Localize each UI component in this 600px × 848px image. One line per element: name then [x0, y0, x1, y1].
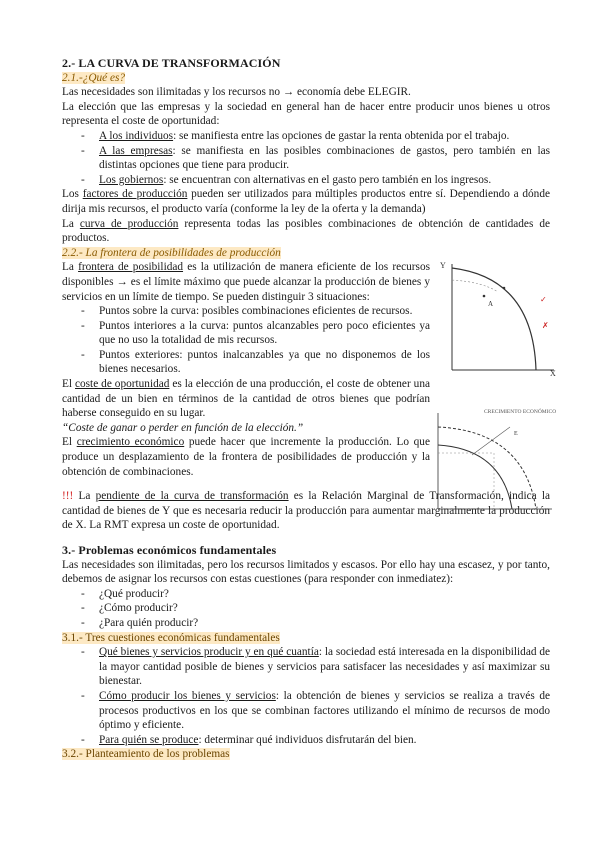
list-item-text: : se encuentran con alternativas en el gasto pero también en los ingresos. [163, 173, 492, 186]
list-item [99, 689, 550, 733]
subsection-2-1: 2.1.-¿Qué es? [62, 71, 126, 84]
frontier-block [62, 260, 556, 479]
paragraph: Las necesidades son ilimitadas y los recursos no → economía debe ELEGIR. [62, 86, 411, 99]
section-2-title: 2.- LA CURVA DE TRANSFORMACIÓN [62, 56, 281, 70]
list-agents [62, 129, 550, 187]
term: pendiente de la curva de transformación [95, 490, 289, 503]
x-label: X [550, 369, 556, 377]
dashed-line [452, 280, 498, 292]
list-item: - Puntos sobre la curva: posibles combinaciones eficientes de recursos. [99, 304, 430, 319]
text: La [62, 217, 80, 230]
list-item: - ¿Para quién producir? [99, 616, 550, 631]
text: Los [62, 188, 83, 201]
red-mark: ✓ [540, 295, 547, 305]
text: El [62, 436, 77, 449]
list-item [99, 733, 550, 748]
paragraph [62, 187, 550, 216]
paragraph: Las necesidades son ilimitadas, pero los recursos limitados y escasos. Por ello hay una escasez, y por tanto, debemos de asignar los recursos con estas cuestiones (para responder con inmediatez): [62, 558, 550, 586]
interior-point [483, 295, 486, 298]
list-item [99, 173, 550, 188]
list-item [99, 129, 550, 144]
y-label: Y [440, 261, 446, 271]
list-questions [62, 587, 550, 631]
curve-shifted [438, 427, 536, 509]
list-item: - ¿Qué producir? [99, 587, 550, 602]
curve-point [503, 287, 506, 290]
red-mark: ✗ [542, 321, 549, 331]
section-3-title: 3.- Problemas económicos fundamentales [62, 543, 277, 557]
term: crecimiento económico [76, 436, 185, 449]
list-item-text: : se manifiesta en las posibles combinaciones de gastos, pero también en las distintas opciones que tiene para producir. [99, 144, 550, 172]
term: coste de oportunidad [75, 378, 170, 391]
text: El [62, 378, 75, 391]
list-item-text: : la sociedad está interesada en la disponibilidad de la mayor cantidad posible de bienes y servicios para satisfacer las necesidades y así maximizar su bienestar. [99, 646, 550, 688]
paragraph [62, 377, 430, 421]
frontier-curve [452, 268, 536, 370]
subsection-3-2: 3.2.- Planteamiento de los problemas [62, 748, 230, 761]
curve-initial [438, 445, 512, 509]
term: frontera de posibilidad [78, 261, 184, 274]
term: factores de producción [82, 188, 188, 201]
list-item-text: : se manifiesta entre las opciones de gastar la renta obtenida por el trabajo. [173, 129, 510, 142]
diagram-title: CRECIMIENTO ECONÓMICO [484, 409, 556, 416]
paragraph [62, 260, 430, 304]
text: es la utilización de manera eficiente de los recursos disponibles → es el límite máximo que puede alcanzar la producción de bienes y servicios en un límite de tiempo. Se pueden distinguir 3 situaciones: [62, 261, 430, 303]
subsection-2-2: 2.2.- La frontera de posibilidades de producción [62, 246, 281, 259]
list-item [99, 144, 550, 173]
text: representa todas las posibles combinaciones de obtención de cantidades de productos. [62, 217, 550, 245]
text: pueden ser utilizados para múltiples productos entre sí. Dependiendo a dónde dirija mis recursos, el producto varía (conforme la ley de la oferta y la demanda) [62, 188, 550, 215]
list-item-term: Para quién se produce [99, 733, 199, 746]
list-item-text: : la obtención de bienes y servicios se realiza a través de procesos productivos en los que se combinan factores utilizando el mínimo de recursos de modo óptimo y eficiente. [99, 689, 550, 732]
document-page [62, 56, 556, 762]
list-item: - ¿Cómo producir? [99, 601, 550, 616]
list-item [99, 645, 550, 689]
quote: “Coste de ganar o perder en función de la elección.” [62, 421, 304, 434]
list-item-term: Qué bienes y servicios producir y en qué cuantía [99, 646, 319, 659]
text: La [62, 261, 79, 274]
paragraph: La elección que las empresas y la sociedad en general han de hacer entre producir unos bienes u otros representa el coste de oportunidad: [62, 100, 550, 128]
term: curva de producción [79, 217, 179, 230]
list-item: - Puntos interiores a la curva: puntos alcanzables pero poco eficientes ya que no uso la totalidad de mis recursos. [99, 319, 430, 348]
list-item: - Puntos exteriores: puntos inalcanzables ya que no disponemos de los bienes necesarios. [99, 348, 430, 377]
text: puede hacer que incremente la producción. Lo que produce un desplazamiento de la frontera de posibilidades de producción y la obtención de combinaciones. [62, 436, 430, 478]
list-item-term: Los gobiernos [99, 173, 164, 186]
list-situations [62, 304, 430, 377]
subsection-3-1: 3.1.- Tres cuestiones económicas fundamentales [62, 631, 280, 644]
paragraph [62, 217, 550, 246]
text: La [73, 490, 96, 503]
ppf-diagram [438, 258, 558, 376]
growth-diagram [432, 405, 556, 513]
list-item-term: A las empresas [99, 144, 173, 157]
text: es la elección de una producción, el coste de obtener una cantidad de un bien en términos de la cantidad de otros bienes que podrían haberse conseguido en su lugar. [62, 378, 430, 420]
text: es la Relación Marginal de Transformación, indica la cantidad de bienes de Y que es necesaria reducir la producción para aumentar marginalmente la producción de X. La RMT expresa un coste de oportunidad. [62, 490, 550, 532]
point-label: E [514, 431, 518, 438]
arrow-line [472, 427, 510, 455]
list-item-term: A los individuos [99, 129, 174, 142]
list-fundamental [62, 645, 550, 747]
warning-mark: !!! [62, 490, 74, 503]
paragraph [62, 435, 430, 479]
list-item-text: : determinar qué individuos disfrutarán del bien. [198, 733, 417, 746]
list-item-term: Cómo producir los bienes y servicios [99, 689, 276, 702]
point-label: A [488, 300, 494, 309]
